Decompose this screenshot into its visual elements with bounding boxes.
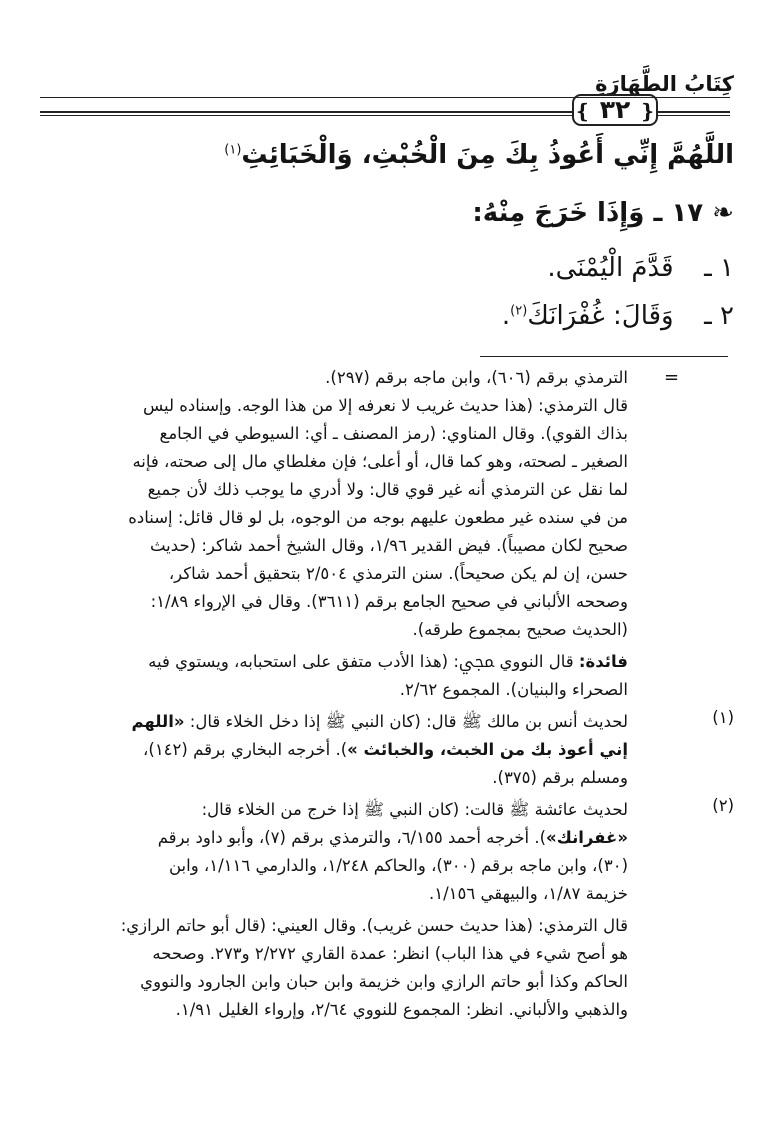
running-head-title: كِتَابُ الطَّهَارَةِ <box>595 72 734 96</box>
list-item <box>547 253 734 283</box>
section-number: ١٧ <box>671 198 704 228</box>
footnote-2-line <box>158 824 628 852</box>
footnote-1-text: لحديث أنس بن مالك ﷺ قال: (كان النبي ﷺ إذا دخل الخلاء قال: <box>184 712 628 731</box>
footnote-number-2: (٢) <box>712 796 734 815</box>
list-item-number: ١ ـ <box>704 253 734 283</box>
footnote-number-1: (١) <box>712 708 734 727</box>
list-item <box>502 301 734 331</box>
faida-line <box>148 648 628 676</box>
footnote-1-line <box>143 736 628 764</box>
section-heading <box>472 198 734 228</box>
header-rule-left-thin <box>40 115 572 116</box>
footnote-line: صحيح لكان مصيباً). فيض القدير ١/٩٦، وقال الشيخ أحمد شاكر: (حديث <box>149 536 628 555</box>
footnote-ref-2: (٢) <box>510 303 528 319</box>
footnote-line: وصححه الألباني في صحيح الجامع برقم (٣٦١١). وقال في الإرواء ١/٨٩: <box>150 592 628 611</box>
footnote-2-line: قال الترمذي: (هذا حديث حسن غريب). وقال العيني: (قال أبو حاتم الرازي: <box>120 916 628 935</box>
footnote-2-line: لحديث عائشة ﷺ قالت: (كان النبي ﷺ إذا خرج من الخلاء قال: <box>201 800 628 819</box>
footnote-2-line: والذهبي والألباني. انظر: المجموع للنووي ٢/٦٤، وإرواء الغليل ١/٩١. <box>175 1000 628 1019</box>
footnote-1-bold: إني أعوذ بك من الخبث، والخبائث » <box>347 740 628 759</box>
footnote-line: الصغير ـ لصحته، وهو كما قال، أو أعلى؛ فإن مغلطاي مال إلى صحته، فإنه <box>132 452 628 471</box>
list-item-text: قَدَّمَ الْيُمْنَى. <box>547 253 674 283</box>
footnote-1-line <box>131 708 628 736</box>
footnote-2-line: هو أصح شيء في هذا الباب) انظر: عمدة القاري ٢/٢٧٢ و٢٧٣. وصححه <box>152 944 628 963</box>
footnote-line: حسن، إن لم يكن صحيحاً). سنن الترمذي ٢/٥٠٤ بتحقيق أحمد شاكر، <box>168 564 628 583</box>
section-dash: ـ <box>653 198 663 228</box>
footnote-2-text: ). أخرجه أحمد ٦/١٥٥، والترمذي برقم (٧)، وأبو داود برقم <box>157 828 547 847</box>
header-rule-left <box>40 111 572 113</box>
footnote-1-text: ). أخرجه البخاري برقم (١٤٢)، <box>143 740 348 759</box>
header-rule-right <box>658 111 730 113</box>
list-item-text: وَقَالَ: غُفْرَانَكَ <box>527 301 674 331</box>
faida-text: قال النووي ﷀ: (هذا الأدب متفق على استحبابه، ويستوي فيه <box>148 652 574 671</box>
footnote-ref-1: (١) <box>224 142 242 158</box>
list-item-tail: . <box>501 301 511 331</box>
section-text: وَإِذَا خَرَجَ مِنْهُ: <box>472 198 645 228</box>
footnote-1-line: ومسلم برقم (٣٧٥). <box>492 768 628 787</box>
list-item-number: ٢ ـ <box>704 301 734 331</box>
footnote-2-line: خزيمة ١/٨٧، والبيهقي ١/١٥٦. <box>428 884 628 903</box>
footnote-separator <box>480 356 728 357</box>
footnote-line: من في سنده غير مطعون عليهم بوجه من الوجوه، بل لو قال قائل: إسناده <box>128 508 628 527</box>
faida-label: فائدة: <box>578 652 628 671</box>
dua-line <box>224 140 734 170</box>
section-ornament-icon: ❧ <box>712 198 734 228</box>
footnote-2-line: (٣٠)، وابن ماجه برقم (٣٠٠)، والحاكم ١/٢٤٨، والدارمي ١/١١٦، وابن <box>168 856 628 875</box>
header-rule-right-thin <box>658 115 730 116</box>
page-number-box <box>572 94 658 126</box>
footnote-line: لما نقل عن الترمذي أنه غير قوي قال: ولا أدري ما يوجب ذلك لأن جميع <box>147 480 628 499</box>
footnote-line: الترمذي برقم (٦٠٦)، وابن ماجه برقم (٢٩٧). <box>325 368 628 387</box>
footnote-2-line: الحاكم وكذا أبو حاتم الرازي وابن خزيمة وابن حبان وابن الجارود والنووي <box>140 972 628 991</box>
dua-text: اللَّهُمَّ إِنِّي أَعُوذُ بِكَ مِنَ الْخُبْثِ، وَالْخَبَائِثِ <box>241 140 734 170</box>
footnote-line: قال الترمذي: (هذا حديث غريب لا نعرفه إلا من هذا الوجه. وإسناده ليس <box>142 396 628 415</box>
page-number-bracket-right: ❵ <box>638 99 656 123</box>
footnote-1-bold: «اللهم <box>131 712 185 731</box>
footnote-2-bold: «غفرانك» <box>546 828 628 847</box>
page-number: ٣٢ <box>599 95 631 124</box>
continuation-mark: = <box>664 367 680 388</box>
footnote-line: بذاك القوي). وقال المناوي: (رمز المصنف ـ أي: السيوطي في الجامع <box>159 424 628 443</box>
page-number-bracket-left: ❴ <box>574 99 592 123</box>
faida-line: الصحراء والبنيان). المجموع ٢/٦٢. <box>399 680 628 699</box>
footnote-line: (الحديث صحيح بمجموع طرقه). <box>412 620 628 639</box>
